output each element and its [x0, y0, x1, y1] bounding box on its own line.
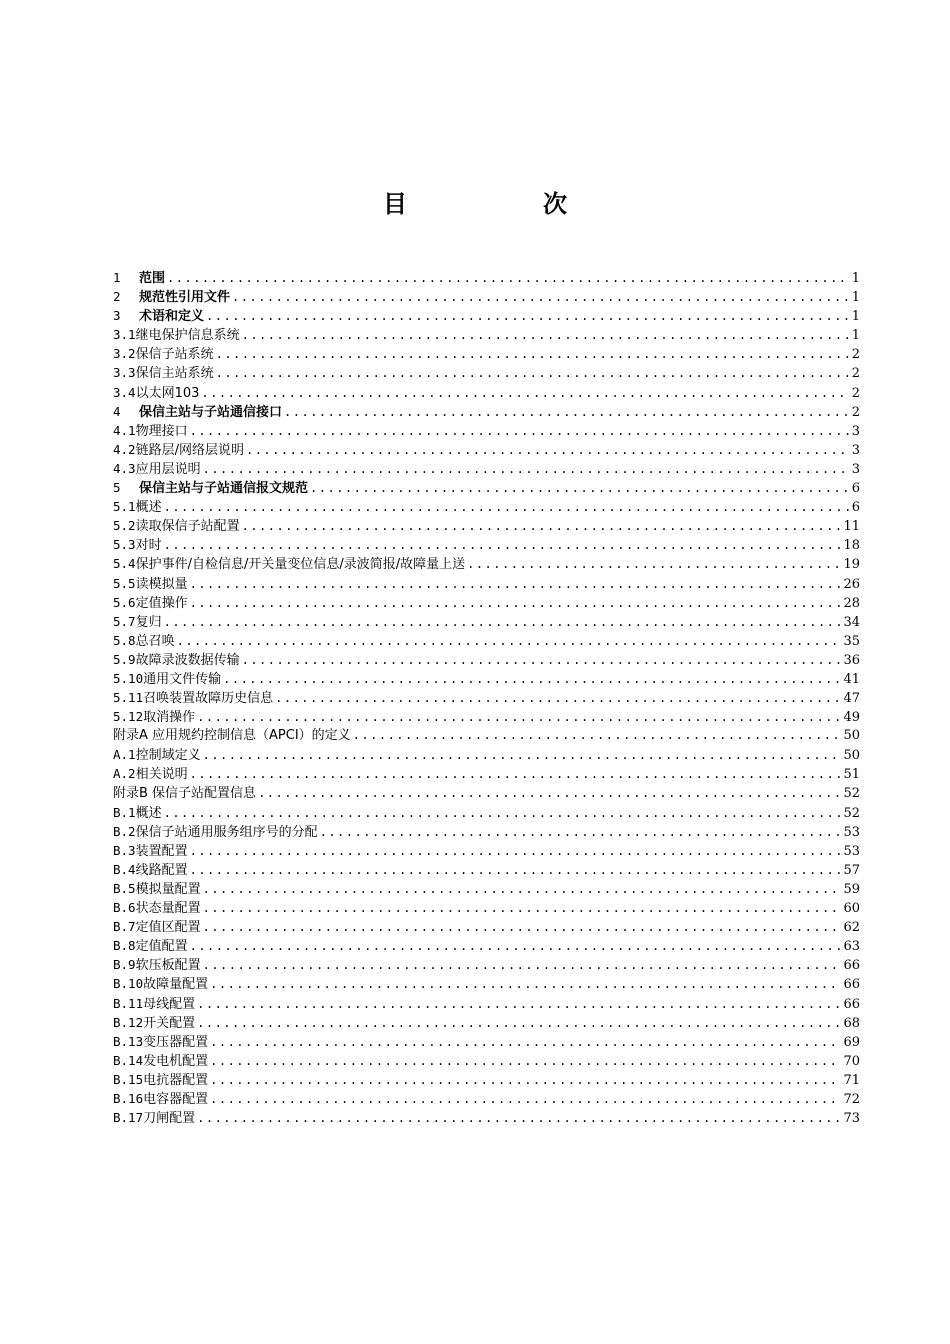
toc-entry-number: B.11: [113, 995, 144, 1011]
toc-dot-leader: [167, 269, 850, 287]
toc-dot-leader: [190, 575, 842, 593]
toc-entry-title: 对时: [135, 538, 162, 554]
toc-entry-title: 开关配置: [143, 1015, 196, 1031]
toc-entry-page-number: 19: [843, 557, 860, 573]
toc-entry-number: B.14: [113, 1052, 144, 1068]
toc-dot-leader: [467, 555, 841, 573]
toc-entry-page-number: 68: [843, 1015, 860, 1031]
toc-entry-title: 保护事件/自检信息/开关量变位信息/录波简报/故障量上送: [135, 557, 466, 573]
toc-entry[interactable]: [113, 669, 860, 688]
toc-entry-number: 4: [113, 403, 121, 419]
toc-entry-title: 装置配置: [135, 843, 188, 859]
toc-entry[interactable]: [113, 383, 860, 402]
toc-dot-leader: [242, 651, 842, 669]
toc-entry-page-number: 2: [851, 366, 860, 382]
toc-entry-title: 读模拟量: [135, 576, 188, 592]
toc-dot-leader: [177, 632, 842, 650]
toc-entry[interactable]: [113, 726, 860, 745]
toc-entry-number: B.1: [113, 804, 136, 820]
toc-entry-page-number: 66: [843, 977, 860, 993]
toc-entry-page-number: 59: [843, 882, 860, 897]
toc-entry-title: 召唤装置故障历史信息: [143, 691, 274, 707]
toc-entry[interactable]: [113, 745, 860, 764]
toc-entry[interactable]: [113, 1070, 860, 1089]
toc-entry-number: 5.6: [113, 594, 136, 610]
toc-entry-page-number: 6: [851, 500, 860, 516]
toc-entry-number: 5.3: [113, 537, 136, 553]
toc-entry-title: 发电机配置: [143, 1053, 209, 1069]
toc-entry-page-number: 71: [843, 1072, 860, 1088]
toc-entry-page-number: 1: [851, 290, 860, 306]
toc-entry-number: B.3: [113, 842, 136, 858]
toc-entry[interactable]: [113, 764, 860, 783]
toc-entry-title: 刀闸配置: [143, 1111, 196, 1127]
toc-dot-leader: [275, 689, 841, 707]
toc-dot-leader: [164, 804, 842, 822]
toc-entry[interactable]: [113, 1032, 860, 1051]
toc-entry[interactable]: [113, 974, 860, 993]
toc-entry-page-number: 34: [843, 614, 860, 630]
toc-entry-page-number: 2: [851, 385, 860, 401]
toc-entry[interactable]: [113, 784, 860, 803]
toc-entry-title: 通用文件传输: [143, 671, 222, 687]
toc-entry-page-number: 28: [843, 595, 860, 611]
toc-entry-title: 定值区配置: [135, 920, 201, 936]
toc-dot-leader: [203, 899, 842, 917]
toc-entry-title: 定值操作: [135, 595, 188, 611]
toc-dot-leader: [210, 1033, 841, 1051]
toc-entry[interactable]: [113, 917, 860, 936]
toc-entry-number: 5.5: [113, 575, 136, 591]
toc-entry-page-number: 3: [851, 461, 860, 477]
toc-entry-number: 3.4: [113, 384, 136, 400]
toc-dot-leader: [201, 384, 849, 402]
toc-entry-number: 2: [113, 289, 121, 305]
toc-entry-title: 复归: [135, 614, 162, 630]
toc-dot-leader: [197, 995, 841, 1013]
toc-entry[interactable]: [113, 535, 860, 554]
toc-entry-number: B.10: [113, 976, 144, 992]
toc-dot-leader: [242, 517, 842, 535]
toc-entry[interactable]: [113, 955, 860, 974]
toc-entry-number: 4.2: [113, 441, 136, 457]
toc-entry[interactable]: [113, 287, 860, 306]
toc-entry-number: 1: [113, 270, 121, 285]
toc-entry-number: A.1: [113, 747, 136, 763]
toc-entry-number: 5.10: [113, 670, 144, 686]
toc-entry-title: 控制域定义: [135, 748, 201, 764]
toc-entry-page-number: 2: [851, 404, 860, 420]
toc-entry-page-number: 57: [843, 862, 860, 878]
toc-entry[interactable]: [113, 936, 860, 955]
toc-entry-page-number: 60: [843, 901, 860, 917]
toc-entry-title: 相关说明: [135, 767, 188, 783]
toc-entry[interactable]: [113, 994, 860, 1013]
toc-dot-leader: [210, 1071, 841, 1089]
toc-entry-number: A.2: [113, 766, 136, 782]
toc-entry-page-number: 66: [843, 958, 860, 974]
toc-dot-leader: [190, 842, 842, 860]
toc-entry[interactable]: [113, 841, 860, 860]
toc-dot-leader: [190, 594, 842, 612]
toc-entry-title: 读取保信子站配置: [135, 519, 240, 535]
toc-entry-title: 软压板配置: [135, 958, 201, 974]
toc-entry-number: B.2: [113, 823, 136, 839]
toc-entry-number: 3.3: [113, 365, 136, 381]
toc-dot-leader: [210, 975, 841, 993]
toc-entry[interactable]: [113, 440, 860, 459]
toc-entry-page-number: 66: [843, 996, 860, 1012]
toc-dot-leader: [203, 880, 842, 898]
toc-dot-leader: [190, 765, 842, 783]
toc-entry-title: 电容器配置: [143, 1092, 209, 1108]
toc-entry-page-number: 69: [843, 1034, 860, 1050]
toc-entry-title: 模拟量配置: [135, 882, 201, 897]
toc-entry-page-number: 47: [843, 691, 860, 707]
toc-entry-number: 3.1: [113, 327, 136, 343]
toc-dot-leader: [164, 613, 842, 631]
toc-entry[interactable]: [113, 325, 860, 344]
toc-entry-title: 定值配置: [135, 939, 188, 955]
toc-entry-title: 总召唤: [135, 633, 175, 649]
toc-entry-page-number: 52: [843, 805, 860, 821]
toc-entry-title: 电抗器配置: [143, 1072, 209, 1088]
toc-entry-title: 保信子站通用服务组序号的分配: [135, 824, 318, 840]
toc-dot-leader: [164, 498, 850, 516]
toc-dot-leader: [203, 460, 850, 478]
toc-dot-leader: [216, 345, 850, 363]
toc-entry-title: 附录B 保信子站配置信息: [113, 785, 257, 801]
toc-entry-title: 术语和定义: [139, 309, 205, 325]
toc-dot-leader: [320, 823, 842, 841]
toc-entry-number: 5.8: [113, 632, 136, 648]
toc-entry-title: 范围: [139, 271, 166, 286]
toc-entry-page-number: 53: [843, 843, 860, 859]
toc-dot-leader: [190, 861, 842, 879]
toc-entry-title: 以太网103: [135, 385, 200, 401]
toc-entry-number: B.15: [113, 1071, 144, 1087]
toc-entry-number: 5: [113, 480, 121, 496]
toc-entry-number: B.8: [113, 938, 136, 954]
toc-entry[interactable]: [113, 688, 860, 707]
toc-entry-page-number: 18: [843, 538, 860, 554]
toc-dot-leader: [197, 1109, 841, 1127]
toc-entry[interactable]: [113, 612, 860, 631]
toc-entry-page-number: 49: [843, 710, 860, 726]
toc-entry-page-number: 3: [851, 442, 860, 458]
toc-entry-title: 母线配置: [143, 996, 196, 1012]
table-of-contents: [113, 268, 860, 1127]
toc-entry-title: 链路层/网络层说明: [135, 442, 244, 458]
toc-entry-page-number: 72: [843, 1092, 860, 1108]
toc-entry[interactable]: [113, 554, 860, 573]
toc-entry[interactable]: [113, 459, 860, 478]
toc-entry-number: B.7: [113, 919, 136, 935]
toc-entry[interactable]: [113, 803, 860, 822]
toc-dot-leader: [210, 1052, 841, 1070]
toc-entry[interactable]: [113, 363, 860, 382]
page-title: 目 次: [383, 190, 623, 218]
toc-dot-leader: [223, 670, 841, 688]
toc-dot-leader: [203, 918, 842, 936]
toc-dot-leader: [190, 937, 842, 955]
toc-entry-number: 5.4: [113, 556, 136, 572]
toc-entry-page-number: 2: [851, 347, 860, 363]
toc-dot-leader: [246, 441, 850, 459]
toc-entry-page-number: 1: [851, 309, 860, 325]
toc-entry-page-number: 51: [843, 767, 860, 783]
toc-dot-leader: [353, 726, 842, 745]
toc-entry[interactable]: [113, 593, 860, 612]
toc-entry-page-number: 6: [851, 481, 860, 497]
toc-entry-title: 概述: [135, 500, 162, 516]
toc-entry-number: B.17: [113, 1110, 144, 1126]
toc-dot-leader: [197, 708, 841, 726]
toc-entry-page-number: 52: [843, 785, 860, 801]
toc-entry-title: 取消操作: [143, 710, 196, 726]
toc-entry-page-number: 73: [843, 1111, 860, 1127]
toc-dot-leader: [206, 307, 850, 325]
toc-entry-page-number: 62: [843, 920, 860, 936]
toc-dot-leader: [284, 403, 850, 421]
toc-entry-number: 5.12: [113, 709, 144, 725]
toc-entry-title: 保信主站与子站通信接口: [139, 404, 283, 420]
toc-entry-page-number: 63: [843, 939, 860, 955]
toc-dot-leader: [242, 326, 850, 344]
toc-entry-title: 保信主站系统: [135, 366, 214, 382]
toc-entry[interactable]: [113, 650, 860, 669]
toc-entry[interactable]: [113, 879, 860, 898]
toc-entry-number: 4.1: [113, 422, 136, 438]
toc-dot-leader: [164, 536, 842, 554]
toc-entry[interactable]: [113, 1089, 860, 1108]
toc-entry-title: 故障量配置: [143, 977, 209, 993]
toc-entry-number: B.16: [113, 1091, 144, 1107]
toc-entry-title: 继电保护信息系统: [135, 328, 240, 344]
toc-entry-number: 5.9: [113, 651, 136, 667]
toc-entry-page-number: 1: [851, 271, 860, 286]
toc-entry-number: B.6: [113, 900, 136, 916]
toc-entry[interactable]: [113, 344, 860, 363]
toc-entry-page-number: 1: [851, 328, 860, 344]
toc-entry[interactable]: [113, 478, 860, 497]
toc-entry[interactable]: [113, 268, 860, 287]
toc-dot-leader: [197, 1014, 841, 1032]
toc-entry-page-number: 50: [843, 728, 860, 744]
toc-entry-page-number: 50: [843, 748, 860, 764]
toc-entry-page-number: 35: [843, 633, 860, 649]
toc-entry-page-number: 3: [851, 423, 860, 439]
toc-entry-number: 5.1: [113, 499, 136, 515]
toc-entry-number: B.4: [113, 861, 136, 877]
toc-dot-leader: [258, 784, 841, 803]
toc-entry-number: B.9: [113, 957, 136, 973]
toc-entry-title: 保信子站系统: [135, 347, 214, 363]
toc-entry-number: 4.3: [113, 460, 136, 476]
toc-entry-title: 状态量配置: [135, 901, 201, 917]
toc-entry[interactable]: [113, 1108, 860, 1127]
toc-entry-page-number: 53: [843, 824, 860, 840]
toc-entry-number: B.12: [113, 1014, 144, 1030]
toc-dot-leader: [216, 364, 850, 382]
toc-dot-leader: [232, 288, 850, 306]
toc-entry[interactable]: [113, 1013, 860, 1032]
toc-entry[interactable]: [113, 497, 860, 516]
toc-entry-page-number: 11: [843, 519, 860, 535]
toc-dot-leader: [310, 479, 850, 497]
toc-entry-title: 变压器配置: [143, 1034, 209, 1050]
toc-entry[interactable]: [113, 574, 860, 593]
toc-entry-number: B.5: [113, 881, 136, 896]
toc-dot-leader: [203, 746, 842, 764]
toc-entry[interactable]: [113, 516, 860, 535]
toc-entry-number: 3: [113, 308, 121, 324]
toc-dot-leader: [210, 1090, 841, 1108]
toc-dot-leader: [190, 422, 850, 440]
toc-entry[interactable]: [113, 898, 860, 917]
toc-entry[interactable]: [113, 631, 860, 650]
toc-entry-page-number: 41: [843, 671, 860, 687]
toc-entry-page-number: 26: [843, 576, 860, 592]
toc-entry-title: 故障录波数据传输: [135, 652, 240, 668]
toc-entry-number: 3.2: [113, 346, 136, 362]
toc-entry-title: 物理接口: [135, 423, 188, 439]
toc-entry-number: 5.7: [113, 613, 136, 629]
toc-entry[interactable]: [113, 822, 860, 841]
toc-entry-number: 5.2: [113, 518, 136, 534]
toc-entry-title: 线路配置: [135, 862, 188, 878]
toc-entry[interactable]: [113, 402, 860, 421]
toc-entry-title: 概述: [135, 805, 162, 821]
toc-entry-number: 5.11: [113, 690, 144, 706]
toc-entry[interactable]: [113, 707, 860, 726]
toc-entry-title: 保信主站与子站通信报文规范: [139, 481, 309, 497]
toc-entry-page-number: 36: [843, 652, 860, 668]
toc-entry[interactable]: [113, 860, 860, 879]
toc-entry[interactable]: [113, 306, 860, 325]
toc-entry-page-number: 70: [843, 1053, 860, 1069]
toc-entry[interactable]: [113, 421, 860, 440]
toc-entry-number: B.13: [113, 1033, 144, 1049]
toc-dot-leader: [203, 956, 842, 974]
toc-entry-title: 应用层说明: [135, 461, 201, 477]
toc-entry[interactable]: [113, 1051, 860, 1070]
toc-entry-title: 附录A 应用规约控制信息（APCI）的定义: [113, 728, 351, 744]
toc-entry-title: 规范性引用文件: [139, 290, 231, 306]
